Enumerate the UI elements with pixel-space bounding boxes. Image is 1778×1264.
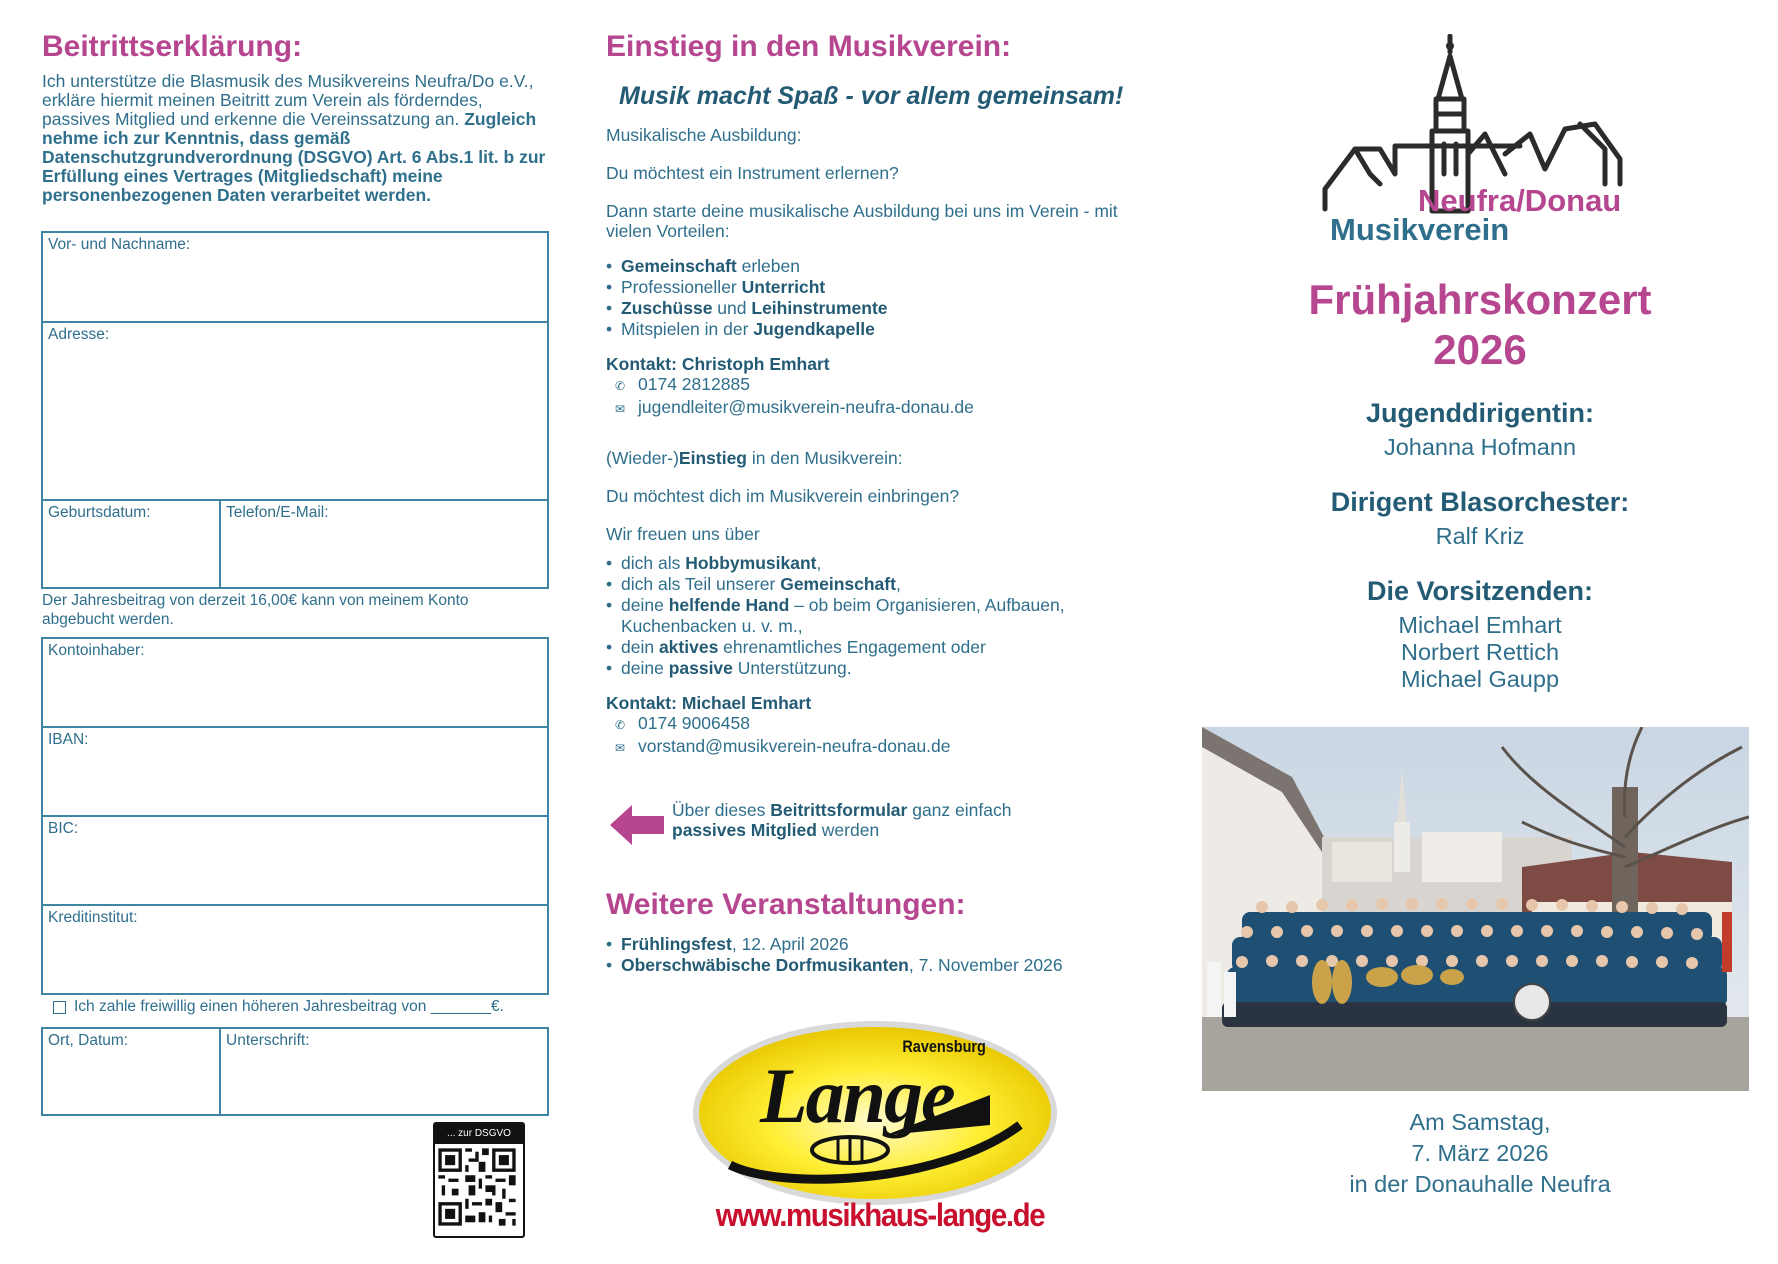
voluntary-fee-row: [53, 998, 504, 1016]
logo-name: Musikverein: [1330, 212, 1510, 247]
list-item: • Zuschüsse und Leihinstrumente: [606, 298, 1146, 319]
contact2-email[interactable]: vorstand@musikverein-neufra-donau.de: [638, 736, 951, 756]
instrument-question: Du möchtest ein Instrument erlernen?: [606, 163, 899, 183]
chairs-label: Die Vorsitzenden:: [1366, 576, 1594, 606]
benefits-list: [606, 256, 1146, 340]
contact1-email[interactable]: jugendleiter@musikverein-neufra-donau.de: [638, 397, 974, 417]
bank-data-form: [41, 637, 549, 995]
signature-field[interactable]: [221, 1029, 547, 1114]
sponsor-url[interactable]: www.musikhaus-lange.de: [715, 1197, 1045, 1233]
conductor-name: Ralf Kriz: [1435, 523, 1525, 549]
contact1-title: Kontakt: Christoph Emhart: [606, 354, 830, 374]
chair-name: Michael Emhart: [1398, 612, 1562, 638]
date-line3: in der Donauhalle Neufra: [1349, 1171, 1611, 1197]
mail-icon: ✉: [615, 402, 626, 416]
signature-form: [41, 1027, 549, 1116]
membership-intro-text: Ich unterstütze die Blasmusik des Musikvereins Neufra/Do e.V., erkläre hiermit meinen Beitritt zum Verein als förderndes, passives Mitglied und erkenne die Vereinssatzung an.: [42, 71, 534, 129]
contact1-email-row: [606, 397, 1146, 420]
contact1-phone[interactable]: 0174 2812885: [638, 374, 750, 394]
band-photo: [1202, 727, 1749, 1091]
conductor-label: Dirigent Blasorchester:: [1330, 487, 1630, 517]
youth-conductor-block: [1200, 398, 1760, 461]
sponsor-logo[interactable]: [690, 1015, 1070, 1245]
entry-heading: Einstieg in den Musikverein:: [606, 30, 1012, 63]
contact1-phone-row: [606, 374, 1146, 397]
voluntary-fee-checkbox[interactable]: [53, 1001, 66, 1014]
contact2-title: Kontakt: Michael Emhart: [606, 693, 812, 713]
contact2-email-row: [606, 736, 1146, 759]
name-field-label: Vor- und Nachname:: [48, 236, 191, 253]
qr-code-icon: [435, 1144, 519, 1230]
band-photo-image: [1202, 727, 1749, 1091]
logo-place: Neufra/Donau: [1418, 183, 1622, 218]
mail-icon: ✉: [615, 741, 626, 755]
birthdate-field-label: Geburtsdatum:: [48, 504, 151, 521]
birthdate-field[interactable]: [43, 501, 219, 587]
left-arrow-icon: [610, 805, 664, 845]
events-heading: Weitere Veranstaltungen:: [606, 888, 966, 921]
place-date-field[interactable]: [43, 1029, 219, 1114]
list-item: • Professioneller Unterricht: [606, 277, 1146, 298]
bank-field[interactable]: [43, 906, 547, 993]
list-item: • dich als Teil unserer Gemeinschaft,: [606, 574, 1126, 595]
list-item: • Gemeinschaft erleben: [606, 256, 1146, 277]
bank-label: Kreditinstitut:: [48, 909, 138, 926]
slogan: Musik macht Spaß - vor allem gemeinsam!: [619, 82, 1124, 110]
concert-title: [1200, 275, 1760, 375]
date-line1: Am Samstag,: [1409, 1109, 1551, 1135]
account-holder-field[interactable]: [43, 639, 547, 728]
voluntary-fee-label: Ich zahle freiwillig einen höheren Jahresbeitrag von _______€.: [74, 998, 504, 1015]
membership-intro: [42, 72, 552, 205]
chair-name: Norbert Rettich: [1400, 639, 1560, 665]
iban-label: IBAN:: [48, 731, 89, 748]
membership-section: [42, 30, 552, 205]
bic-label: BIC:: [48, 820, 79, 837]
place-date-label: Ort, Datum:: [48, 1032, 129, 1049]
concert-year: 2026: [1433, 326, 1527, 373]
reentry-title: (Wieder-)Einstieg in den Musikverein:: [606, 448, 903, 468]
youth-conductor-label: Jugenddirigentin:: [1366, 398, 1594, 428]
events-list: [606, 934, 1146, 976]
conductor-block: [1200, 487, 1760, 550]
welcome-text: Wir freuen uns über: [606, 524, 760, 544]
sponsor-name: Lange: [760, 1052, 954, 1139]
bic-field[interactable]: [43, 817, 547, 906]
welcome-list: [606, 553, 1126, 679]
contact2-phone[interactable]: 0174 9006458: [638, 713, 750, 733]
signature-label: Unterschrift:: [226, 1032, 310, 1049]
fee-note: Der Jahresbeitrag von derzeit 16,00€ kann von meinem Konto abgebucht werden.: [42, 592, 469, 628]
list-item: • Frühlingsfest, 12. April 2026: [606, 934, 1146, 955]
membership-heading: Beitrittserklärung:: [42, 30, 303, 63]
qr-label: ... zur DSGVO: [435, 1124, 523, 1144]
list-item: • Mitspielen in der Jugendkapelle: [606, 319, 1146, 340]
name-field[interactable]: [43, 233, 547, 323]
list-item: • deine passive Unterstützung.: [606, 658, 1126, 679]
list-item: • deine helfende Hand – ob beim Organisieren, Aufbauen, Kuchenbacken u. v. m.,: [606, 595, 1126, 637]
concert-title-line1: Frühjahrskonzert: [1308, 276, 1652, 323]
phone-email-field[interactable]: [221, 501, 547, 587]
personal-data-form: [41, 231, 549, 589]
phone-icon: ✆: [615, 379, 626, 393]
training-text: Dann starte deine musikalische Ausbildung bei uns im Verein - mit vielen Vorteilen:: [606, 201, 1118, 241]
phone-email-field-label: Telefon/E-Mail:: [226, 504, 329, 521]
list-item: • dein aktives ehrenamtliches Engagement oder: [606, 637, 1126, 658]
account-holder-label: Kontoinhaber:: [48, 642, 145, 659]
list-item: • Oberschwäbische Dorfmusikanten, 7. November 2026: [606, 955, 1146, 976]
birth-phone-row: [43, 501, 547, 587]
iban-field[interactable]: [43, 728, 547, 817]
address-field[interactable]: [43, 323, 547, 501]
contact2-phone-row: [606, 713, 1146, 736]
training-title: Musikalische Ausbildung:: [606, 125, 802, 145]
youth-conductor-name: Johanna Hofmann: [1383, 434, 1577, 460]
concert-date-block: [1200, 1107, 1760, 1200]
entry-section: [606, 30, 1146, 759]
arrow-note: Über dieses Beitrittsformular ganz einfach passives Mitglied werden: [672, 800, 1012, 840]
chairs-block: [1200, 576, 1760, 693]
events-section: [606, 888, 1146, 976]
list-item: • dich als Hobbymusikant,: [606, 553, 1126, 574]
dsgvo-qr-code[interactable]: [433, 1122, 525, 1238]
address-field-label: Adresse:: [48, 326, 110, 343]
chair-name: Michael Gaupp: [1400, 666, 1560, 692]
membership-intro-dsgvo: Zugleich nehme ich zur Kenntnis, dass gemäß Datenschutzgrundverordnung (DSGVO) Art. 6 Abs.1 lit. b zur Erfüllung eines Vertrages (Mitgliedschaft) meine personenbezogenen Daten verarbeitet werden.: [42, 109, 546, 205]
phone-icon: ✆: [615, 718, 626, 732]
date-line2: 7. März 2026: [1411, 1140, 1549, 1166]
engage-question: Du möchtest dich im Musikverein einbringen?: [606, 486, 960, 506]
sponsor-city: Ravensburg: [902, 1037, 986, 1056]
